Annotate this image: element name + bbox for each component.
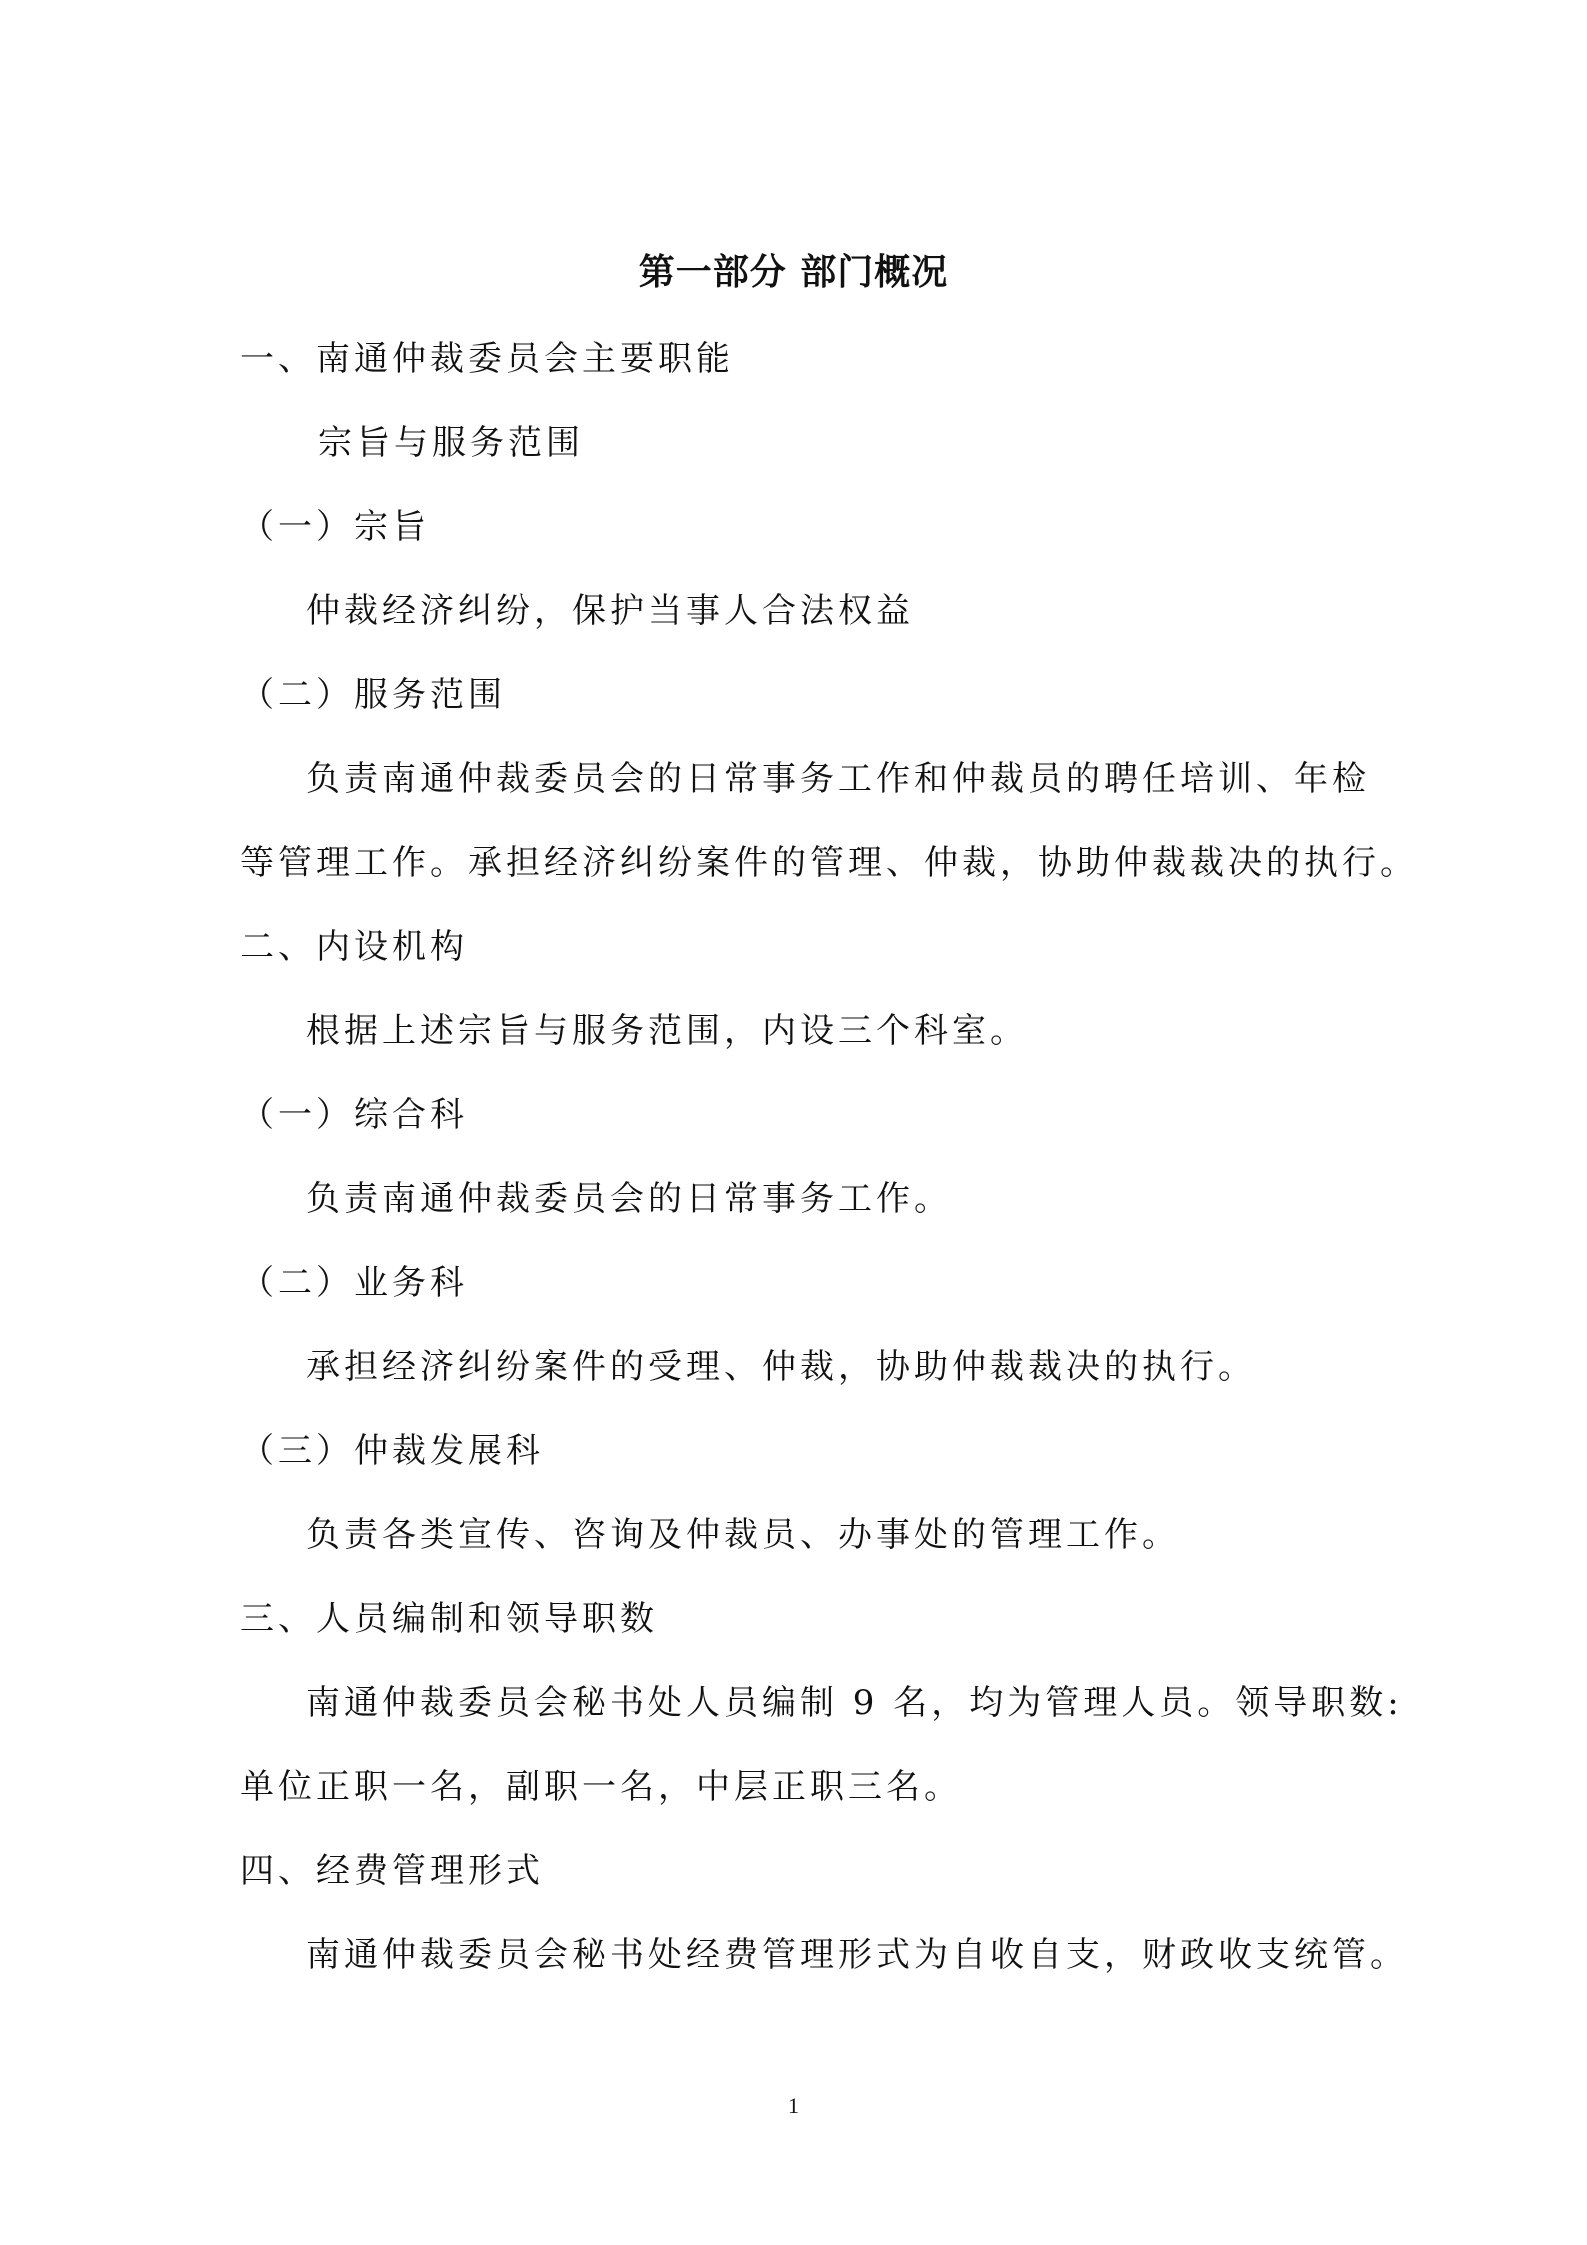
section-heading-2: 二、内设机构	[240, 927, 468, 967]
page-number: 1	[788, 2093, 799, 2118]
item-heading: （二）服务范围	[240, 675, 506, 715]
paragraph: 承担经济纠纷案件的受理、仲裁，协助仲裁裁决的执行。	[306, 1347, 1256, 1387]
paragraph: 南通仲裁委员会秘书处经费管理形式为自收自支，财政收支统管。	[306, 1935, 1408, 1975]
item-heading: （一）宗旨	[240, 507, 430, 547]
section-heading-4: 四、经费管理形式	[240, 1851, 544, 1891]
paragraph-continuation: 单位正职一名，副职一名，中层正职三名。	[240, 1767, 962, 1807]
page-title: 第一部分 部门概况	[638, 252, 949, 293]
section-heading-1: 一、南通仲裁委员会主要职能	[240, 339, 734, 379]
paragraph: 负责南通仲裁委员会的日常事务工作和仲裁员的聘任培训、年检	[306, 759, 1370, 799]
paragraph: 负责各类宣传、咨询及仲裁员、办事处的管理工作。	[306, 1515, 1180, 1555]
paragraph: 负责南通仲裁委员会的日常事务工作。	[306, 1179, 952, 1219]
paragraph-continuation: 等管理工作。承担经济纠纷案件的管理、仲裁，协助仲裁裁决的执行。	[240, 843, 1418, 883]
item-heading: （一）综合科	[240, 1095, 468, 1135]
subsection-heading: 宗旨与服务范围	[318, 423, 584, 463]
paragraph: 仲裁经济纠纷，保护当事人合法权益	[306, 591, 914, 631]
item-heading: （二）业务科	[240, 1263, 468, 1303]
item-heading: （三）仲裁发展科	[240, 1431, 544, 1471]
paragraph: 南通仲裁委员会秘书处人员编制 9 名，均为管理人员。领导职数:	[306, 1683, 1403, 1723]
paragraph: 根据上述宗旨与服务范围，内设三个科室。	[306, 1011, 1028, 1051]
section-heading-3: 三、人员编制和领导职数	[240, 1599, 658, 1639]
